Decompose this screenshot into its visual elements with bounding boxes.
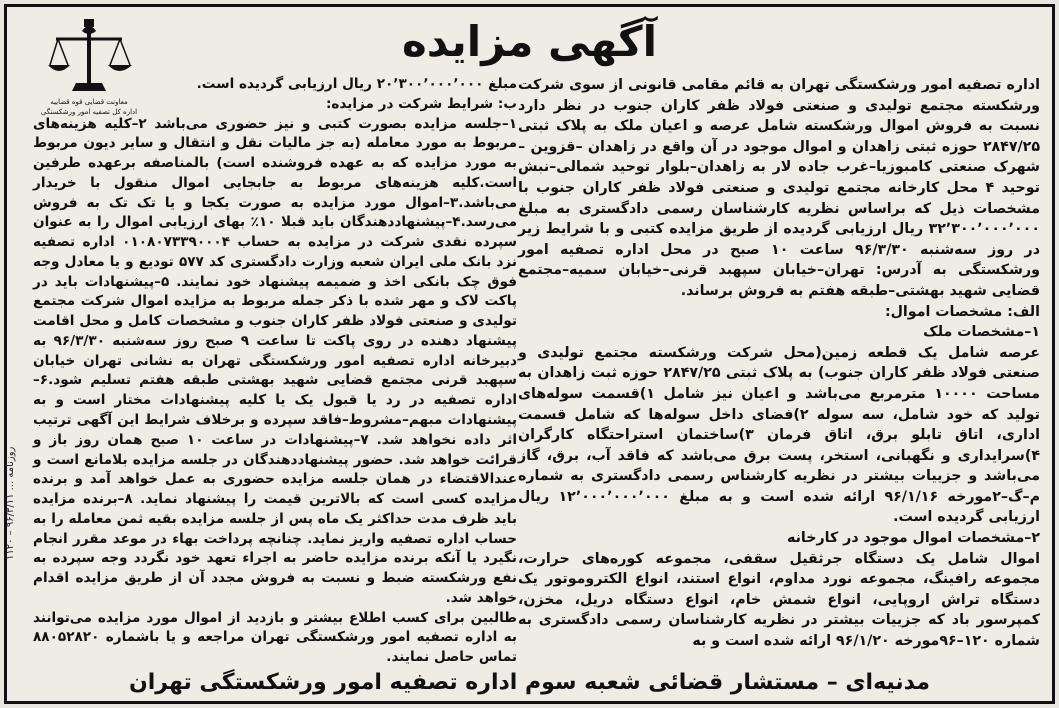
emblem-caption-1: معاونت قضایی قوه قضاییه [50,98,128,106]
emblem-caption-2: اداره کل تصفیه امور ورشکستگی [40,108,138,116]
notice-page [4,4,1055,704]
property-text: عرصه شامل یک قطعه زمین(محل شرکت ورشکسته مجتمع تولیدی و صنعتی فولاد ظفر کاران جنوب) به پلاک ثبتی ۲۸۴۷/۲۵ حوزه ثبت زاهدان به مساحت ۱۰۰۰۰ مترمربع می‌باشد و اعیان نیز شامل ۱)قسمت سوله‌های تولید که خود شامل، سه سوله ۲)فضای داخل سوله‌ها که شامل قسمت اداری، اتاق تابلو برق، اتاق فرمان ۳)ساختمان استراحتگاه کارگران ۴)سرایداری و نگهبانی، استخر، پست برق می‌باشد که فاقد آب، برق، گاز می‌باشد و جزییات بیشتر در نظریه کارشناس رسمی دادگستری به شماره م–گ–۲مورخه ۹۶/۱/۱۶ ارائه شده است و به مبلغ ۱۲٬۰۰۰٬۰۰۰٬۰۰۰ ریال ارزیابی گردیده است. [518,344,1040,526]
left-column [33,75,517,668]
page-title: آگهی مزایده [401,17,657,66]
equipment-text: اموال شامل یک دستگاه جرثقیل سقفی، مجموعه کوره‌های حرارت، مجموعه رافینگ، مجموعه نورد مداوم، انواع استند، انواع الکتروموتور یک دستگاه تراش اروپایی، انواع شمش خام، انواع دستگاه دریل، مخزن، کمپرسور باد که جزییات بیشتر در نظریه کارشناسان رسمی دادگستری به شماره ۱۲۰–۹۶مورخه ۹۶/۱/۲۰ ارائه شده است و به [518,550,1040,650]
section-a-heading: الف: مشخصات اموال: [884,303,1040,320]
right-column [518,75,1040,652]
conditions-text: ۱–جلسه مزایده بصورت کتبی و نیز حضوری می‌باشد ۲–کلیه هزینه‌های مربوط به مورد معامله (به جز مالیات نقل و انتقال و سایر دیون مربوط به مورد مزایده که به عهده فروشنده است) بالمناصفه برعهده طرفین است.کلیه هزینه‌های مربوط به جابجایی اموال منقول با خریدار می‌باشد.۳–اموال مورد مزایده به صورت یکجا و یا تک تک به فروش می‌رسد.۴–پیشنهاددهندگان باید قبلا ۱۰٪ بهای ارزیابی اموال را به عنوان سپرده نقدی شرکت در مزایده به حساب ۰۱۰۸۰۷۳۳۹۰۰۰۴ اداره تصفیه نزد بانک ملی ایران شعبه وزارت دادگستری کد ۵۷۷ تودیع و یا معادل وجه فوق چک بانکی اخذ و ضمیمه پیشنهاد خود نمایند. ۵–پیشنهادات باید در پاکت لاک و مهر شده با ذکر جمله مربوط به مزایده اموال شرکت مجتمع تولیدی و صنعتی فولاد ظفر کاران جنوب و مشخصات کامل و محل اقامت پیشنهاد دهنده در روی پاکت تا ساعت ۹ صبح روز سه‌شنبه ۹۶/۳/۳۰ به دبیرخانه اداره تصفیه امور ورشکستگی تهران به نشانی تهران خیابان سپهبد قرنی مجتمع قضایی شهید بهشتی طبقه هفتم تسلیم شود.۶–اداره تصفیه در رد یا قبول یک یا کلیه پیشنهادات مختار است و به پیشنهادات مبهم–مشروط–فاقد سپرده و برخلاف شرایط این آگهی ترتیب اثر داده نخواهد شد. ۷–پیشنهادات در ساعت ۱۰ صبح همان روز باز و قرائت خواهد شد. حضور پیشنهاددهندگان در جلسه مزایده بلامانع است و عندالاقتضاء در همان جلسه مزایده حضوری به عمل خواهد آمد و برنده مزایده کسی است که بالاترین قیمت را پیشنهاد نماید. ۸–برنده مزایده باید ظرف مدت حداکثر یک ماه پس از جلسه مزایده بقیه ثمن معامله را به حساب اداره تصفیه واریز نماید. چنانچه پرداخت بهاء در موعد مقرر انجام نگیرد یا آنکه برنده مزایده حاضر به اجراء تعهد خود نگردد وجه سپرده به نفع ورشکسته ضبط و نسبت به فروش مجدد آن از طریق مزایده اقدام خواهد شد. [33,115,518,606]
equipment-heading: ۲–مشخصات اموال موجود در کارخانه [786,530,1040,547]
section-b-heading: ب: شرایط شرکت در مزایده: [325,95,517,112]
signature-footer: مدنیه‌ای – مستشار قضائی شعبه سوم اداره تصفیه امور ورشکستگی تهران [128,670,930,695]
closing-text: طالبین برای کسب اطلاع بیشتر و بازدید از اموال مورد مزایده می‌توانند به اداره تصفیه امور ورشکستگی تهران مراجعه و یا باشماره ۸۸۰۵۲۸۲۰ تماس حاصل نمایند. [33,609,517,666]
side-note: روزنامه ... ۹۶/۳/۱۱ – ۱۱۲۰ [5,447,16,561]
amount-text: مبلغ ۲۰٬۳۰۰٬۰۰۰٬۰۰۰ ریال ارزیابی گردیده است. [196,76,517,92]
intro-paragraph: اداره تصفیه امور ورشکستگی تهران به قائم مقامی قانونی از سوی شرکت ورشکسته مجتمع تولیدی و صنعتی فولاد ظفر کاران جنوب در نظر دارد نسبت به فروش اموال ورشکسته شامل عرصه و اعیان ملک به پلاک ثبتی ۲۸۴۷/۲۵ حوزه ثبتی زاهدان و اموال موجود در آن واقع در زاهدان –قزوین –شهرک صنعتی کامبوزیا–غرب جاده لار به زاهدان–بلوار توحید شمالی–نبش توحید ۴ محل کارخانه مجتمع تولیدی و صنعتی فولاد ظفر کاران جنوب با مشخصات ذیل که براساس نظریه کارشناسان رسمی دادگستری به مبلغ ۳۲٬۳۰۰٬۰۰۰٬۰۰۰ ریال ارزیابی گردیده از طریق مزایده کتبی و با شرایط زیر در روز سه‌شنبه ۹۶/۳/۳۰ ساعت ۱۰ صبح در محل اداره تصفیه امور ورشکستگی به آدرس: تهران–خیابان سپهبد قرنی–خیابان سمیه–مجتمع قضایی شهید بهشتی–طبقه هفتم به فروش برساند. [518,77,1041,299]
property-heading: ۱–مشخصات ملک [923,324,1040,341]
